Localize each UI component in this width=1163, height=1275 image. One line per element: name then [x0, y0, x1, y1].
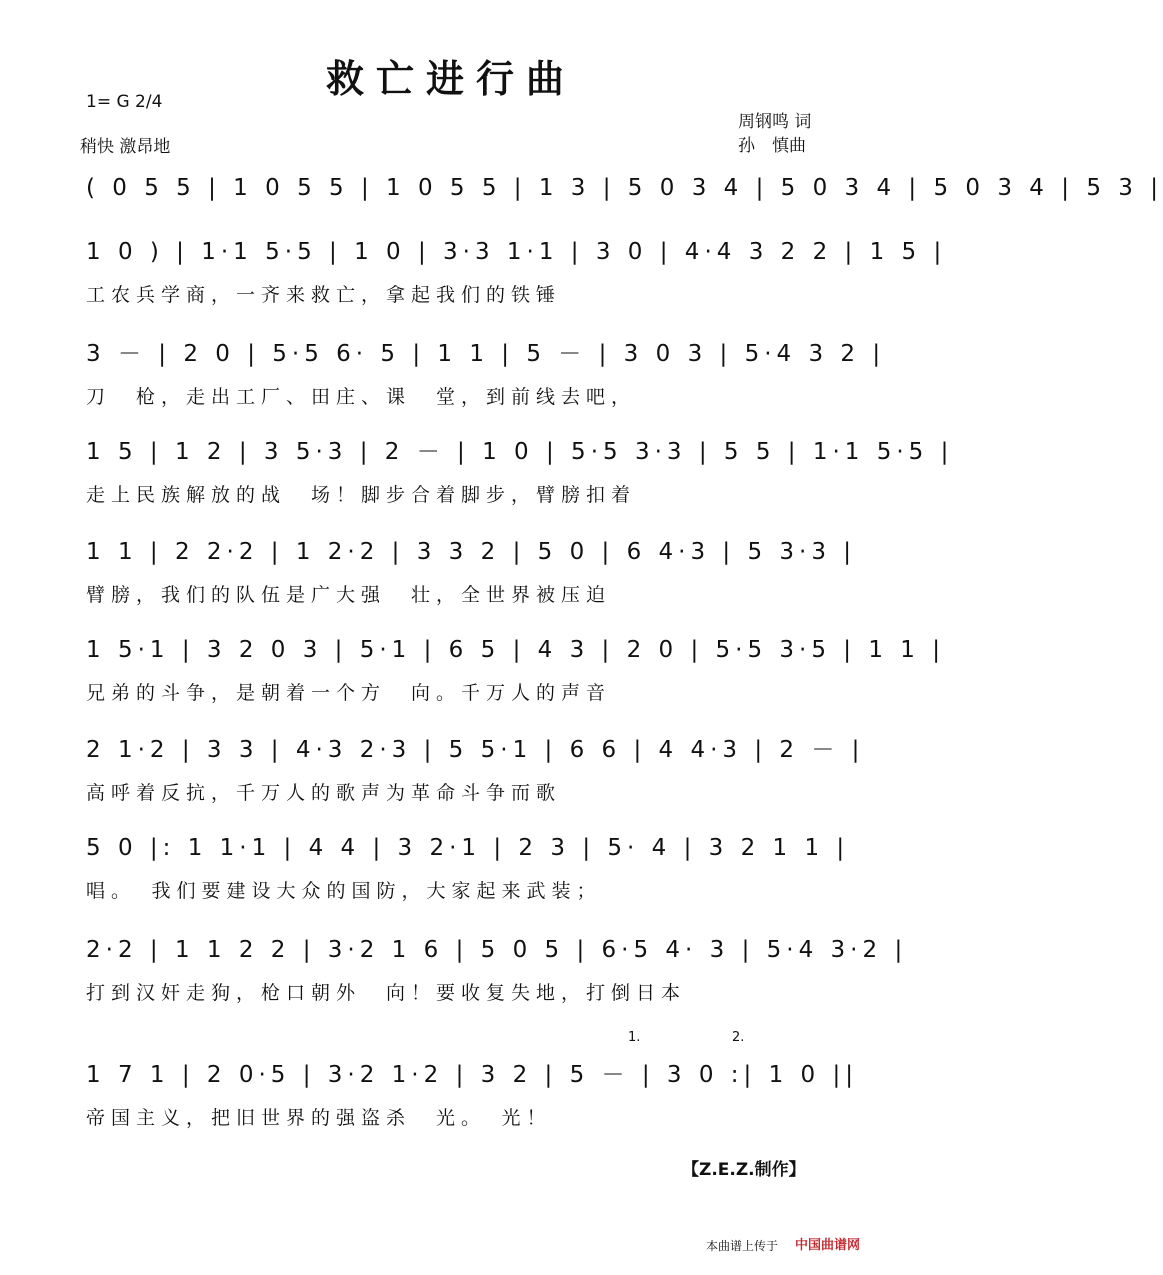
tempo-marking: 稍快 激昂地 — [80, 137, 171, 157]
site-logo: 中国曲谱网 — [795, 1238, 861, 1253]
system-lyrics: 兄弟的斗争，是朝着一个方 向。千万人的声音 — [86, 682, 612, 704]
score-system — [0, 1055, 902, 1145]
volta-first-label: 1. — [628, 1030, 641, 1045]
maker-credit: 【Z.E.Z.制作】 — [682, 1160, 806, 1180]
system-notes: ( 0 5 5 | 1 0 5 5 | 1 0 5 5 | 1 3 | 5 0 3 4 | 5 0 3 4 | 5 0 3 4 | 5 3 | — [86, 175, 1163, 201]
upload-notice: 本曲谱上传于 — [706, 1239, 779, 1253]
system-lyrics: 臂膀，我们的队伍是广大强 壮，全世界被压迫 — [86, 584, 612, 606]
system-lyrics: 走上民族解放的战 场！脚步合着脚步，臂膀扣着 — [86, 484, 637, 506]
system-notes: 1 5·1 | 3 2 0 3 | 5·1 | 6 5 | 4 3 | 2 0 | 5·5 3·5 | 1 1 | — [86, 637, 946, 663]
score-system — [0, 532, 902, 622]
score-system — [0, 334, 902, 424]
system-lyrics: 刀 枪，走出工厂、田庄、课 堂，到前线去吧， — [86, 386, 637, 408]
score-system — [0, 232, 947, 322]
system-notes: 3 － | 2 0 | 5·5 6· 5 | 1 1 | 5 － | 3 0 3 | 5·4 3 2 | — [86, 341, 886, 367]
time-signature: 2/4 — [135, 92, 163, 112]
score-system — [0, 930, 908, 1020]
system-lyrics: 打到汉奸走狗，枪口朝外 向！要收复失地，打倒日本 — [86, 982, 687, 1004]
key-signature — [86, 92, 162, 112]
system-notes: 1 0 ) | 1·1 5·5 | 1 0 | 3·3 1·1 | 3 0 | 4·4 3 2 2 | 1 5 | — [86, 239, 947, 265]
composer-credit: 孙 慎曲 — [738, 136, 806, 156]
system-lyrics: 唱。 我们要建设大众的国防，大家起来武装； — [86, 880, 602, 902]
system-notes: 1 5 | 1 2 | 3 5·3 | 2 － | 1 0 | 5·5 3·3 | 5 5 | 1·1 5·5 | — [86, 439, 954, 465]
score-system — [0, 828, 902, 918]
system-notes: 1 7 1 | 2 0·5 | 3·2 1·2 | 3 2 | 5 － | 3 0 :| 1 0 || — [86, 1062, 858, 1088]
system-notes: 2 1·2 | 3 3 | 4·3 2·3 | 5 5·1 | 6 6 | 4 4·3 | 2 － | — [86, 737, 865, 763]
system-lyrics: 高呼着反抗，千万人的歌声为革命斗争而歌 — [86, 782, 562, 804]
volta-second-label: 2. — [732, 1030, 745, 1045]
system-lyrics: 帝国主义，把旧世界的强盗杀 光。 光！ — [86, 1107, 552, 1129]
system-notes: 5 0 |: 1 1·1 | 4 4 | 3 2·1 | 2 3 | 5· 4 | 3 2 1 1 | — [86, 835, 850, 861]
system-lyrics: 工农兵学商，一齐来救亡，拿起我们的铁锤 — [86, 284, 562, 306]
score-system — [0, 432, 954, 522]
score-system — [0, 630, 946, 720]
score-system — [0, 730, 902, 820]
lyricist-credit: 周钢鸣 词 — [738, 112, 812, 132]
song-title: 救亡进行曲 — [325, 57, 576, 101]
key-text: 1= G — [86, 92, 130, 112]
system-notes: 1 1 | 2 2·2 | 1 2·2 | 3 3 2 | 5 0 | 6 4·3 | 5 3·3 | — [86, 539, 857, 565]
system-notes: 2·2 | 1 1 2 2 | 3·2 1 6 | 5 0 5 | 6·5 4· 3 | 5·4 3·2 | — [86, 937, 908, 963]
